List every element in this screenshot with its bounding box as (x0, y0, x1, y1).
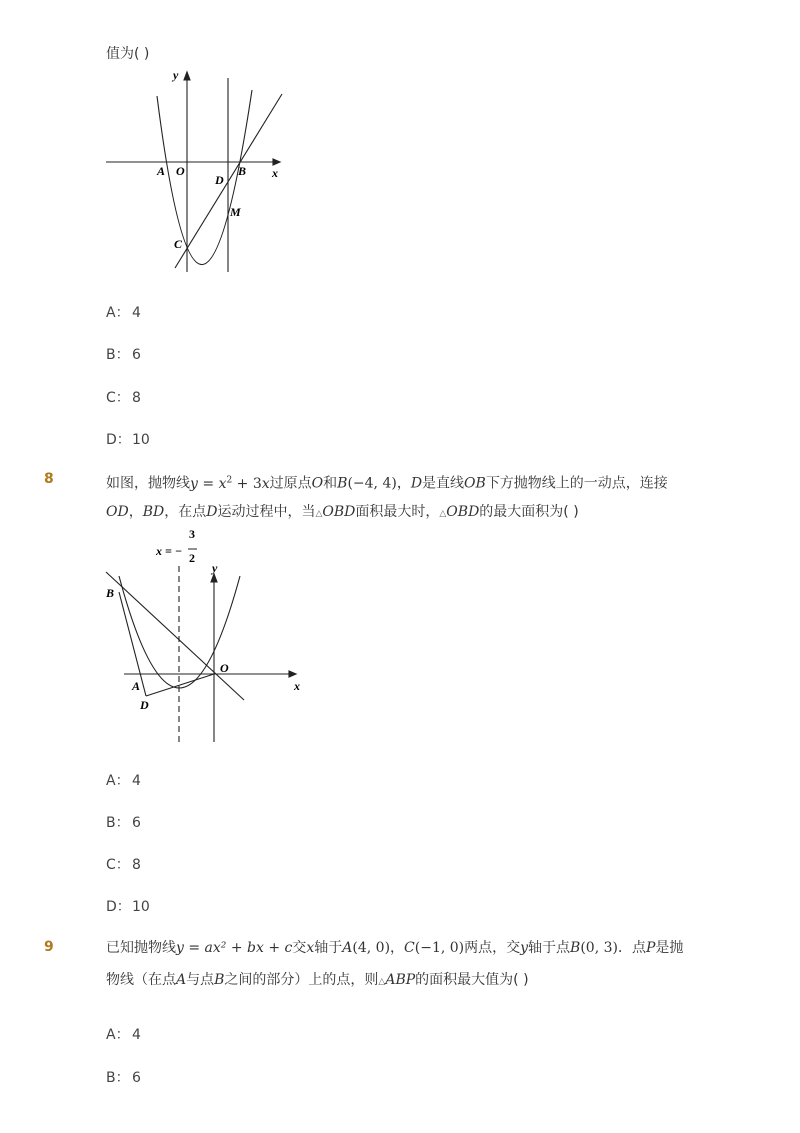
q8-option-c[interactable] (106, 854, 141, 874)
text: 是抛 (655, 940, 684, 956)
q8-figure (100, 526, 310, 746)
point-a: A (342, 940, 353, 956)
text: 是直线 (422, 475, 465, 492)
eq-equals: = (197, 475, 219, 492)
q8-x-arrow (289, 671, 296, 677)
line-ob: OB (464, 475, 486, 492)
option-value: 4 (132, 1027, 141, 1043)
option-label: B： (106, 1070, 130, 1086)
seg-bd: BD (142, 504, 165, 520)
eq-y: y (190, 475, 198, 492)
q8-y-arrow (211, 574, 217, 582)
q9-stem-line2 (106, 970, 529, 992)
text: 的最大面积为( ) (479, 504, 579, 520)
q7-label-y: y (173, 68, 179, 82)
option-label: B： (106, 815, 130, 831)
var-y: y (520, 940, 529, 956)
q7-option-c[interactable] (106, 387, 141, 407)
text: 两点，交 (464, 940, 521, 956)
point-d: D (410, 475, 423, 492)
text: 下方抛物线上的一动点，连接 (485, 475, 668, 492)
option-value: 6 (132, 347, 141, 363)
text: ．点 (617, 940, 646, 956)
point-b: B (570, 940, 581, 956)
seg-od: OD (106, 504, 129, 520)
q8-axis-denominator: 2 (189, 551, 195, 565)
q7-label-x: x (272, 166, 278, 180)
option-value: 4 (132, 305, 141, 321)
q8-label-b: B (106, 586, 115, 600)
eq-x2: x (261, 475, 270, 492)
point-o: O (311, 475, 324, 492)
text: 之间的部分）上的点，则 (224, 972, 379, 988)
q7-figure (100, 66, 290, 276)
option-value: 6 (132, 1070, 141, 1086)
text: 过原点 (269, 475, 312, 492)
eq-sup: 2 (226, 475, 233, 485)
text: 的面积最大值为( ) (415, 972, 529, 988)
point-d: D (206, 504, 218, 520)
text: 轴于点 (528, 940, 571, 956)
equation (190, 476, 270, 492)
eq-x: x (218, 475, 227, 492)
q7-label-b: B (238, 164, 247, 178)
q8-axis-numerator: 3 (189, 527, 195, 541)
option-value: 10 (132, 899, 150, 915)
option-label: A： (106, 773, 130, 789)
tri-obd: OBD (446, 504, 480, 520)
option-label: A： (106, 1027, 130, 1043)
q8-label-y: y (212, 561, 218, 575)
q7-label-c: C (174, 237, 183, 251)
q9-stem-line1 (106, 938, 683, 958)
point-p: P (645, 940, 656, 956)
option-value: 8 (132, 857, 141, 873)
equation: y = ax² + bx + c (176, 940, 293, 956)
text: 轴于 (314, 940, 343, 956)
text: 已知抛物线 (106, 940, 176, 956)
q8-option-b[interactable] (106, 812, 141, 832)
q7-label-o: O (176, 164, 185, 178)
q9-number: 9 (44, 939, 54, 955)
triangle-icon: △ (315, 509, 323, 519)
triangle-icon: △ (439, 509, 447, 519)
q8-number: 8 (44, 471, 54, 487)
q7-label-a: A (157, 164, 166, 178)
point-b: B (214, 972, 225, 988)
q7-option-d[interactable] (106, 429, 150, 449)
coord-b: (0, 3) (580, 940, 618, 956)
text: 运动过程中，当 (217, 504, 316, 520)
text: ， (128, 504, 143, 520)
q8-label-x: x (294, 679, 300, 693)
q7-label-m: M (230, 205, 241, 219)
q8-label-d: D (140, 698, 149, 712)
text: 和 (323, 475, 338, 492)
coord-a: (4, 0) (352, 940, 391, 956)
text: ，在点 (164, 504, 207, 520)
option-label: C： (106, 390, 130, 406)
option-value: 10 (132, 432, 150, 448)
text: ， (390, 940, 405, 956)
q7-option-a[interactable] (106, 302, 141, 322)
var-x: x (306, 940, 315, 956)
option-value: 4 (132, 773, 141, 789)
q8-option-a[interactable] (106, 770, 141, 790)
text: 如图，抛物线 (106, 475, 190, 492)
q7-label-d: D (215, 173, 224, 187)
eq-plus: + 3 (232, 475, 262, 492)
option-label: B： (106, 347, 130, 363)
q9-option-a[interactable] (106, 1024, 141, 1044)
option-value: 8 (132, 390, 141, 406)
point-a: A (176, 972, 187, 988)
q7-y-arrow (184, 72, 190, 80)
coord-c: (−1, 0) (414, 940, 465, 956)
q8-line-ob (106, 572, 244, 700)
text: ， (396, 475, 411, 492)
q7-x-arrow (273, 159, 280, 165)
coord-b: (−4, 4) (347, 475, 397, 492)
option-label: D： (106, 432, 131, 448)
option-label: C： (106, 857, 130, 873)
q7-stem-tail: 值为( ) (106, 46, 150, 62)
option-label: D： (106, 899, 131, 915)
text: 面积最大时， (355, 504, 440, 520)
text: 与点 (186, 972, 215, 988)
q8-stem-line1 (106, 470, 668, 494)
text: 物线（在点 (106, 972, 176, 988)
q9-option-b[interactable] (106, 1067, 141, 1087)
option-label: A： (106, 305, 130, 321)
text: 交 (292, 940, 307, 956)
q8-label-a: A (132, 679, 141, 693)
tri-abp: ABP (385, 972, 416, 988)
triangle-icon: △ (378, 977, 386, 987)
option-value: 6 (132, 815, 141, 831)
q8-seg-od (146, 674, 214, 696)
tri-obd: OBD (322, 504, 356, 520)
q7-option-b[interactable] (106, 344, 141, 364)
point-b: B (337, 475, 348, 492)
q8-option-d[interactable] (106, 896, 150, 916)
q8-stem-line2 (106, 502, 579, 524)
q8-label-o: O (220, 661, 229, 675)
point-c: C (404, 940, 415, 956)
q8-axis-eq: x = − (156, 544, 183, 558)
